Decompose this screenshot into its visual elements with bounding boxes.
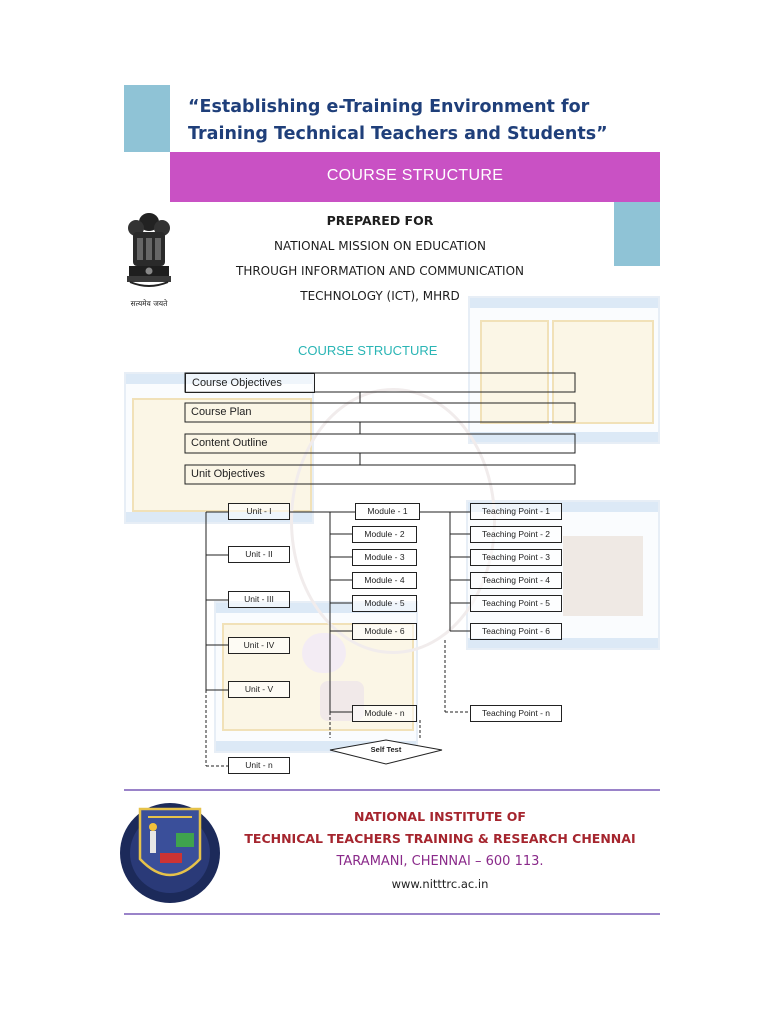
teaching-point-4-box: Teaching Point - 4 [470,572,562,589]
module-5-box: Module - 5 [352,595,417,612]
footer-top-rule [124,789,660,791]
title-line-1: “Establishing e-Training Environment for [188,97,590,117]
teaching-point-n-box: Teaching Point - n [470,705,562,722]
content-outline-box: Content Outline [191,437,268,449]
institute-address: TARAMANI, CHENNAI – 600 113. [336,854,544,869]
band-label: COURSE STRUCTURE [326,167,504,184]
diagram-title: COURSE STRUCTURE [298,343,438,358]
course-objectives-box: Course Objectives [185,373,315,393]
self-test-label: Self Test [370,745,402,754]
unit-n-box: Unit - n [228,757,290,774]
title-line-2: Training Technical Teachers and Students” [188,124,608,144]
module-2-box: Module - 2 [352,526,417,543]
prepared-line-1: NATIONAL MISSION ON EDUCATION [274,239,486,253]
prepared-line-2: THROUGH INFORMATION AND COMMUNICATION [235,264,524,278]
institute-logo-icon [118,795,222,907]
teaching-point-2-box: Teaching Point - 2 [470,526,562,543]
unit-objectives-box: Unit Objectives [191,468,265,480]
module-6-box: Module - 6 [352,623,417,640]
teaching-point-3-box: Teaching Point - 3 [470,549,562,566]
footer-bottom-rule [124,913,660,915]
unit-2-box: Unit - II [228,546,290,563]
institute-line-1: NATIONAL INSTITUTE OF [354,809,526,824]
teaching-point-5-box: Teaching Point - 5 [470,595,562,612]
module-1-box: Module - 1 [355,503,420,520]
unit-4-box: Unit - IV [228,637,290,654]
prepared-line-3: TECHNOLOGY (ICT), MHRD [300,289,460,303]
unit-1-box: Unit - I [228,503,290,520]
module-3-box: Module - 3 [352,549,417,566]
unit-5-box: Unit - V [228,681,290,698]
institute-line-2: TECHNICAL TEACHERS TRAINING & RESEARCH CHENNAI [244,831,636,846]
teaching-point-6-box: Teaching Point - 6 [470,623,562,640]
teaching-point-1-box: Teaching Point - 1 [470,503,562,520]
module-4-box: Module - 4 [352,572,417,589]
institute-block [230,806,650,894]
emblem-motto: सत्यमेव जयते [130,299,168,308]
module-n-box: Module - n [352,705,417,722]
prepared-for-label: PREPARED FOR [326,213,434,228]
course-plan-box: Course Plan [191,406,252,418]
unit-3-box: Unit - III [228,591,290,608]
institute-website[interactable]: www.nitttrc.ac.in [391,877,489,891]
